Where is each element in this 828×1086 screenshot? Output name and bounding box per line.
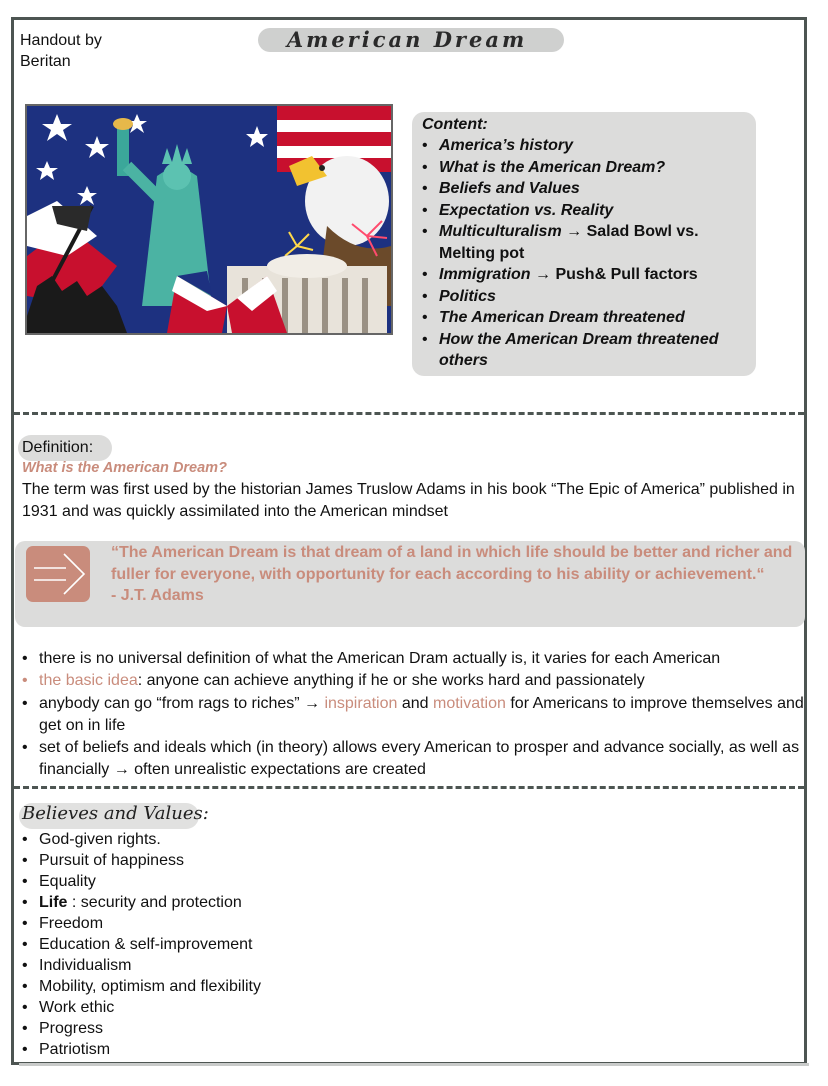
content-item: • The American Dream threatened [419, 307, 759, 329]
content-item: • How the American Dream threatened others [419, 329, 759, 372]
arrow-icon [26, 546, 90, 602]
content-list [419, 135, 759, 372]
quote-author: - J.T. Adams [111, 587, 204, 604]
adams-quote [111, 542, 801, 607]
values-title: Believes and Values: [22, 803, 209, 824]
list-item: • Life : security and protection [20, 892, 261, 913]
section-divider [14, 786, 804, 789]
collage-illustration [27, 106, 391, 333]
content-heading: Content: [422, 116, 488, 133]
patriotic-collage-image [25, 104, 393, 335]
author-line-2: Beritan [20, 53, 71, 70]
content-item: • Multiculturalism → Salad Bowl vs. Melting pot [419, 221, 759, 264]
list-item: • there is no universal definition of what the American Dram actually is, it varies for each American [20, 648, 804, 670]
section-divider [14, 412, 804, 415]
list-item: • the basic idea: anyone can achieve anything if he or she works hard and passionately [20, 670, 804, 692]
list-item: • Patriotism [20, 1039, 261, 1060]
list-item: • set of beliefs and ideals which (in theory) allows every American to prosper and advance socially, as well as financially → often unrealistic expectations are created [20, 737, 804, 782]
content-item: • Expectation vs. Reality [419, 200, 759, 222]
page-shadow [19, 1063, 809, 1066]
page-title: American Dream [286, 27, 528, 52]
content-item: • Beliefs and Values [419, 178, 759, 200]
arrow-right-icon [26, 546, 90, 602]
list-item: • Equality [20, 871, 261, 892]
quote-text: “The American Dream is that dream of a land in which life should be better and richer and fuller for everyone, with opportunity for each according to his ability or achievement.“ [111, 544, 793, 583]
list-item: • Pursuit of happiness [20, 850, 261, 871]
list-item: • Progress [20, 1018, 261, 1039]
content-item: • Politics [419, 286, 759, 308]
list-item: • Work ethic [20, 997, 261, 1018]
values-list [20, 829, 261, 1060]
list-item: • Individualism [20, 955, 261, 976]
list-item: • Freedom [20, 913, 261, 934]
content-item: • What is the American Dream? [419, 157, 759, 179]
list-item: • God-given rights. [20, 829, 261, 850]
author-line-1: Handout by [20, 32, 102, 49]
definition-label: Definition: [22, 439, 94, 456]
list-item: • Education & self-improvement [20, 934, 261, 955]
content-item: • America’s history [419, 135, 759, 157]
list-item: • anybody can go “from rags to riches” → inspiration and motivation for Americans to improve themselves and get on in life [20, 693, 804, 738]
definition-bullets [20, 648, 804, 782]
list-item: • Mobility, optimism and flexibility [20, 976, 261, 997]
content-item: • Immigration → Push& Pull factors [419, 264, 759, 286]
author [20, 30, 102, 72]
definition-body: The term was first used by the historian James Truslow Adams in his book “The Epic of America” published in 1931 and was quickly assimilated into the American mindset [22, 481, 795, 520]
definition-question: What is the American Dream? [22, 460, 227, 476]
